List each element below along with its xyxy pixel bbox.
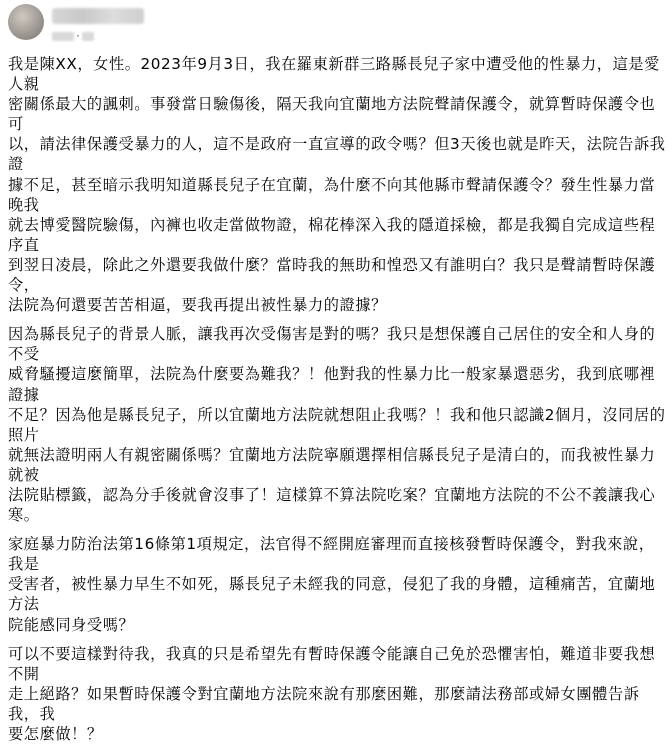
post-text-line: 要怎麼做！？ [8,725,103,743]
post-text-line: 院能感同身受嗎？ [8,615,135,634]
meta-separator: · [76,29,80,43]
post-text-line: 可以不要這樣對待我，我真的只是希望先有暫時保護令能讓自己免於恐懼害怕，難道非要我想不開 [8,644,656,683]
post-text-line: 以，請法律保護受暴力的人，這不是政府一直宣導的政令嗎？但3天後也就是昨天，法院告訴我證 [8,135,666,174]
post-text-line: 受害者，被性暴力早生不如死，縣長兒子未經我的同意，侵犯了我的身體，這種痛苦，宜蘭地方法 [8,575,656,614]
audience-icon[interactable] [82,32,94,41]
post-text-line: 據不足，甚至暗示我明知道縣長兒子在宜蘭，為什麼不向其他縣市聲請保護令？發生性暴力當晚我 [8,175,656,214]
author-name-redacted[interactable] [52,8,144,24]
post-paragraph [8,644,668,744]
post-text-line: 我是陳XX，女性。2023年9月3日，我在羅東新群三路縣長兒子家中遭受他的性暴力，這是愛人親 [8,55,660,94]
post-text-line: 走上絕路？如果暫時保護令對宜蘭地方法院來說有那麼困難，那麼請法務部或婦女團體告訴我，我 [8,684,640,723]
post-text-line: 就無法證明兩人有親密關係嗎？宜蘭地方法院寧願選擇相信縣長兒子是清白的，而我被性暴力就被 [8,445,656,484]
post-paragraph [8,54,668,315]
post-text-line: 不足？因為他是縣長兒子，所以宜蘭地方法院就想阻止我嗎？！我和他只認識2個月，沒同居的照片 [8,405,666,444]
post-body [8,54,668,753]
post-paragraph [8,534,668,634]
post-meta [52,30,94,42]
post-text-line: 密關係最大的諷刺。事發當日驗傷後，隔天我向宜蘭地方法院聲請保護令，就算暫時保護令也可 [8,95,656,134]
author-avatar[interactable] [8,4,44,40]
post-text-line: 到翌日凌晨，除此之外還要我做什麼？當時我的無助和惶恐又有誰明白？我只是聲請暫時保護令， [8,255,656,295]
post-text-line: 威脅騷擾這麼簡單，法院為什麼要為難我？！他對我的性暴力比一般家暴還惡劣，我到底哪裡證據 [8,365,656,404]
post-text-line: 因為縣長兒子的背景人脈，讓我再次受傷害是對的嗎？我只是想保護自己居住的安全和人身的不受 [8,325,656,364]
timestamp-redacted[interactable] [52,32,74,41]
post-text-line: 法院為何還要苦苦相逼，要我再提出被性暴力的證據？ [8,296,387,315]
post-text-line: 家庭暴力防治法第16條第1項規定，法官得不經開庭審理而直接核發暫時保護令，對我來說，我是 [8,535,655,574]
post-text-line: 法院貼標籤，認為分手後就會沒事了！這樣算不算法院吃案？宜蘭地方法院的不公不義讓我心寒。 [8,485,656,525]
post-header [8,4,308,44]
post-paragraph [8,324,668,525]
post-text-line: 就去博愛醫院驗傷，內褲也收走當做物證，棉花棒深入我的隱道採檢，都是我獨自完成這些程序直 [8,215,656,254]
